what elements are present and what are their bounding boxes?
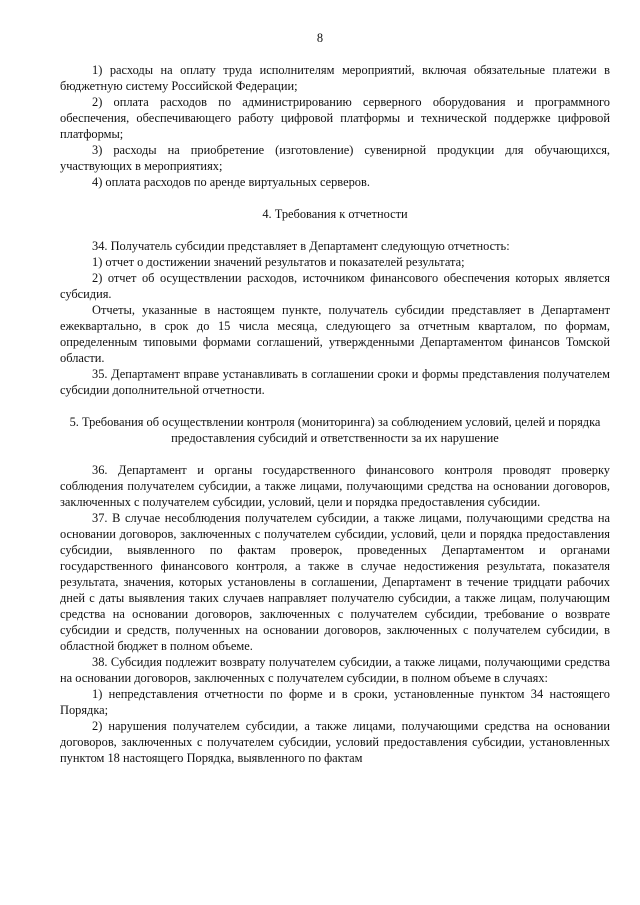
paragraph: 2) нарушения получателем субсидии, а также лицами, получающими средства на основании договоров, заключенных с получателем субсидии, условий предоставления субсидии, установленных пунктом 18 настоящего Порядка, выявленного по фактам <box>60 719 610 765</box>
paragraph: 3) расходы на приобретение (изготовление) сувенирной продукции для обучающихся, участвующих в мероприятиях; <box>60 143 610 173</box>
paragraph: 4) оплата расходов по аренде виртуальных серверов. <box>92 175 370 189</box>
paragraph: 34. Получатель субсидии представляет в Департамент следующую отчетность: <box>92 239 510 253</box>
spacer <box>60 222 610 238</box>
paragraph: 2) отчет об осуществлении расходов, источником финансового обеспечения которых является субсидия. <box>60 271 610 301</box>
paragraph: 36. Департамент и органы государственного финансового контроля проводят проверку соблюдения получателем субсидии, а также лицами, получающими средства на основании договоров, заключенных с получателем субсидии, условий, цели и порядка предоставления субсидии. <box>60 463 610 509</box>
section-heading: 4. Требования к отчетности <box>262 207 408 221</box>
spacer <box>60 190 610 206</box>
paragraph: 35. Департамент вправе устанавливать в соглашении сроки и формы представления получателем субсидии дополнительной отчетности. <box>60 367 610 397</box>
paragraph: 2) оплата расходов по администрированию серверного оборудования и программного обеспечения, обеспечивающего работу цифровой платформы и технической поддержке цифровой платформы; <box>60 95 610 141</box>
section-heading: 5. Требования об осуществлении контроля (мониторинга) за соблюдением условий, целей и порядка предоставления субсидий и ответственности за их нарушение <box>69 415 601 445</box>
spacer <box>60 446 610 462</box>
paragraph: 38. Субсидия подлежит возврату получателем субсидии, а также лицами, получающими средства на основании договоров, заключенных с получателем субсидии, в полном объеме в случаях: <box>60 655 610 685</box>
paragraph: 1) отчет о достижении значений результатов и показателей результата; <box>92 255 465 269</box>
paragraph: 1) непредставления отчетности по форме и в сроки, установленные пунктом 34 настоящего Порядка; <box>60 687 610 717</box>
paragraph: Отчеты, указанные в настоящем пункте, получатель субсидии представляет в Департамент ежеквартально, в срок до 15 числа месяца, следующего за отчетным кварталом, по формам, определенным типовыми формами соглашений, утвержденными Департаментом финансов Томской области. <box>60 303 610 365</box>
paragraph: 1) расходы на оплату труда исполнителям мероприятий, включая обязательные платежи в бюджетную систему Российской Федерации; <box>60 63 610 93</box>
spacer <box>60 398 610 414</box>
page-number: 8 <box>316 31 324 45</box>
document-body <box>60 62 610 766</box>
paragraph: 37. В случае несоблюдения получателем субсидии, а также лицами, получающими средства на основании договоров, заключенных с получателем субсидии, условий, цели и порядка предоставления субсидии, выявленного по фактам проверок, проведенных Департаментом и органами государственного финансового контроля, а также в случае недостижения результата, показателя результата, значения, которых установлены в соглашении, Департамент в течение тридцати рабочих дней с даты выявления таких случаев направляет получателю субсидии, а также лицам, получающим средства на основании договоров, заключенных с получателем субсидии, требование о возврате субсидии и средств, полученных на основании договоров, заключенных с получателем субсидии, в областной бюджет в полном объеме. <box>60 511 610 653</box>
